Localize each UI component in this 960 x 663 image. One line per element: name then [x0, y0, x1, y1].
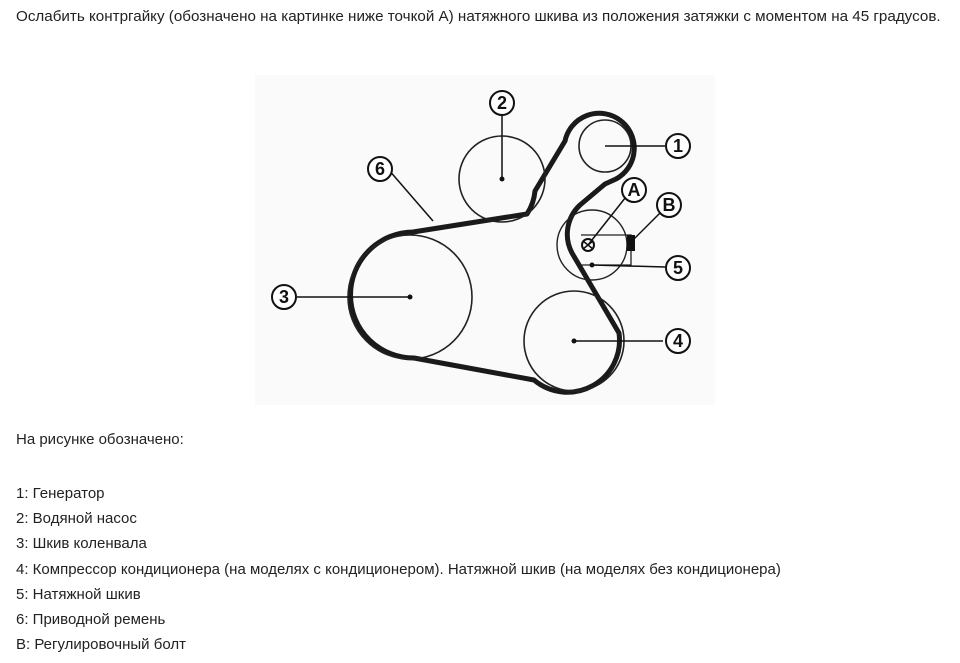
label-5-text: 5 — [672, 258, 684, 278]
legend-item: 4: Компрессор кондиционера (на моделях с кондиционером). Натяжной шкив (на моделях без кондиционера) — [16, 560, 781, 578]
label-1-text: 1 — [672, 136, 684, 156]
label-a-text: A — [627, 180, 641, 200]
legend-list — [16, 481, 781, 657]
belt-drive-diagram — [255, 75, 715, 405]
legend-item: 6: Приводной ремень — [16, 611, 166, 629]
adjusting-bolt-head — [627, 235, 635, 251]
legend-item: 1: Генератор — [16, 485, 105, 502]
label-2-text: 2 — [496, 93, 508, 113]
label-6-text: 6 — [374, 159, 386, 179]
legend-item: 5: Натяжной шкив — [16, 585, 141, 603]
legend-item: 2: Водяной насос — [16, 510, 137, 528]
legend-item: 3: Шкив коленвала — [16, 535, 147, 553]
legend-title: На рисунке обозначено: — [16, 431, 184, 448]
label-b-text: B — [662, 195, 676, 215]
legend-item: B: Регулировочный болт — [16, 636, 186, 654]
label-3-text: 3 — [278, 287, 290, 307]
instruction-text: Ослабить контргайку (обозначено на картинке ниже точкой А) натяжного шкива из положения затяжки с моментом на 45 градусов. — [16, 8, 941, 25]
label-4-text: 4 — [672, 331, 684, 351]
